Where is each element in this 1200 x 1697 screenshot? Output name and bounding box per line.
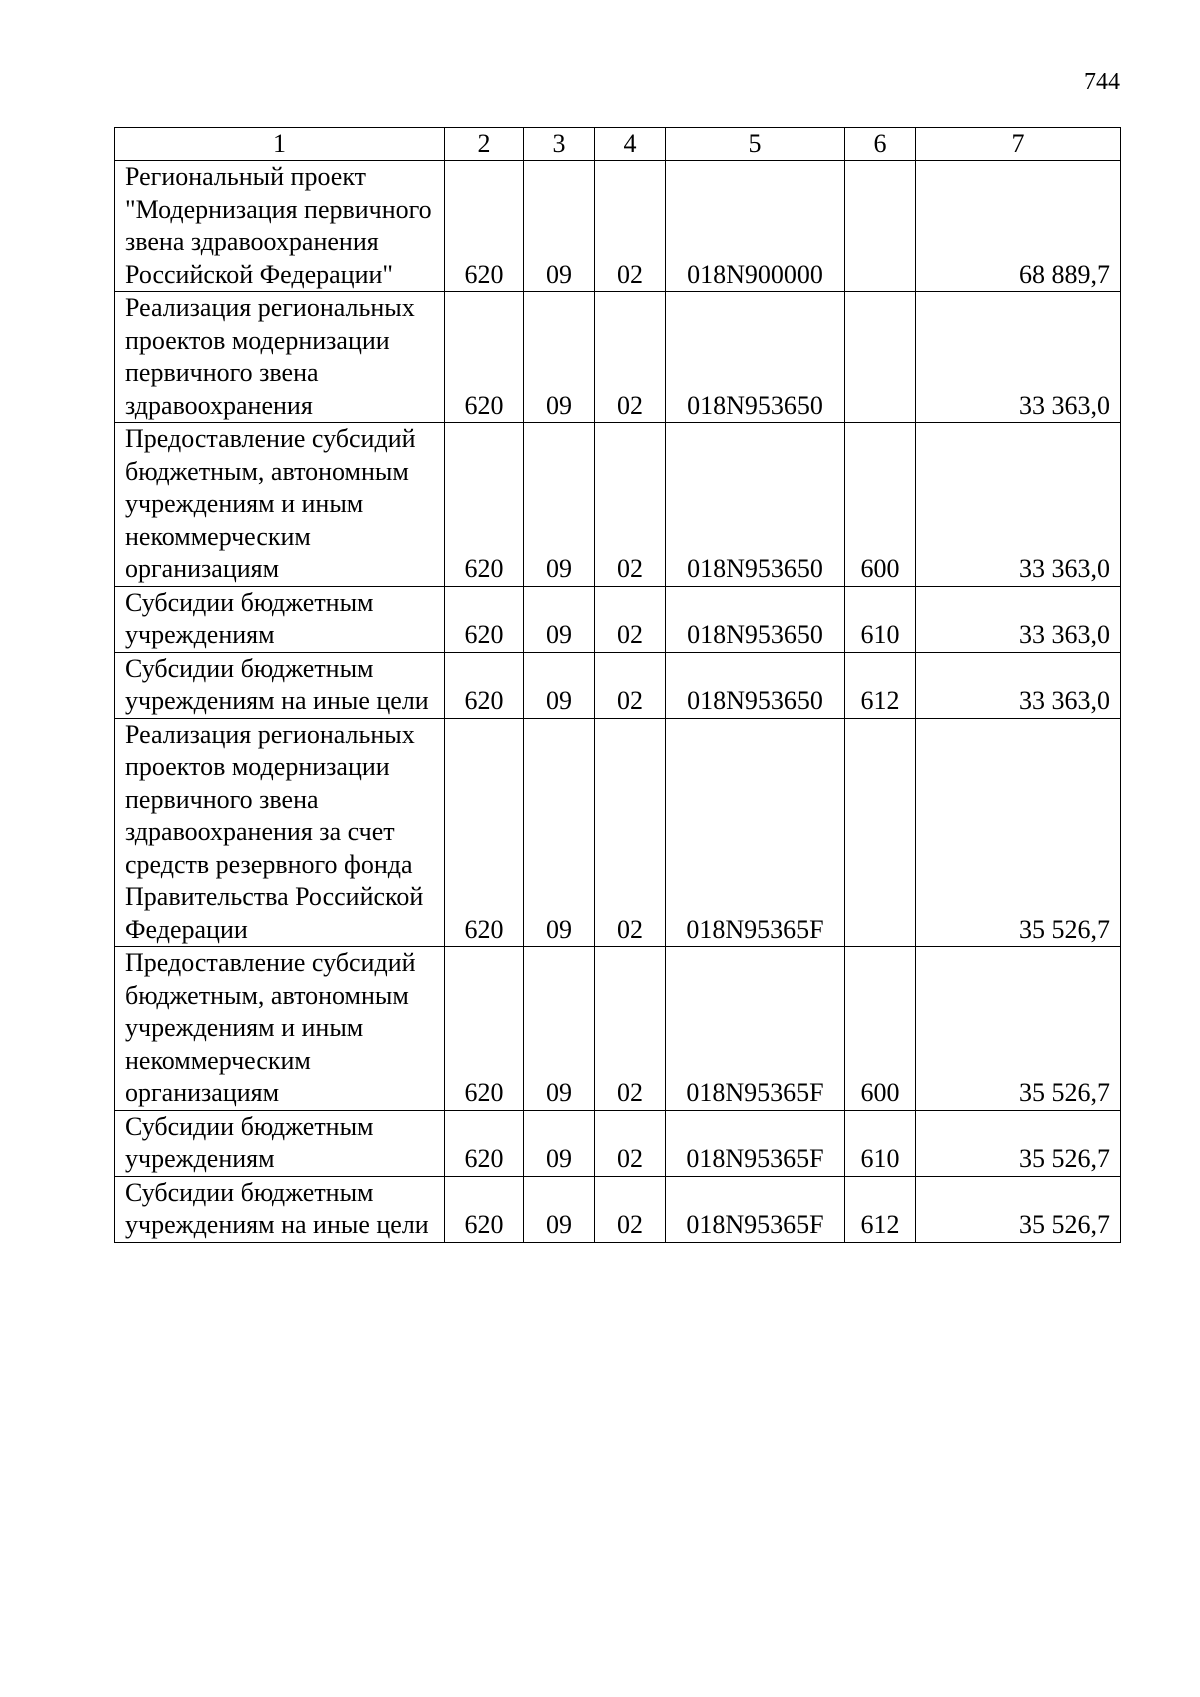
subsection-cell: 02	[595, 947, 666, 1111]
amount-cell: 33 363,0	[916, 292, 1121, 423]
expense-type-cell	[845, 292, 916, 423]
header-cell: 4	[595, 128, 666, 161]
amount-cell: 68 889,7	[916, 161, 1121, 292]
target-article-cell: 018N95365F	[666, 1110, 845, 1176]
target-article-cell: 018N95365F	[666, 718, 845, 947]
page-number: 744	[1084, 69, 1120, 95]
row-name-cell: Реализация региональных проектов модернизации первичного звена здравоохранения	[115, 292, 445, 423]
section-cell: 09	[524, 947, 595, 1111]
amount-cell: 35 526,7	[916, 1110, 1121, 1176]
section-cell: 09	[524, 586, 595, 652]
table-row	[115, 586, 1121, 652]
subsection-cell: 02	[595, 586, 666, 652]
header-cell: 3	[524, 128, 595, 161]
header-cell: 6	[845, 128, 916, 161]
table-row	[115, 292, 1121, 423]
section-cell: 09	[524, 652, 595, 718]
code-cell: 620	[445, 1110, 524, 1176]
expense-type-cell: 600	[845, 947, 916, 1111]
row-name-cell: Субсидии бюджетным учреждениям на иные цели	[115, 1176, 445, 1242]
code-cell: 620	[445, 586, 524, 652]
row-name-cell: Субсидии бюджетным учреждениям	[115, 586, 445, 652]
target-article-cell: 018N900000	[666, 161, 845, 292]
row-name-cell: Субсидии бюджетным учреждениям	[115, 1110, 445, 1176]
table-row	[115, 1176, 1121, 1242]
row-name-cell: Реализация региональных проектов модернизации первичного звена здравоохранения за счет средств резервного фонда Правительства Российской Федерации	[115, 718, 445, 947]
expense-type-cell	[845, 161, 916, 292]
table-header-row	[115, 128, 1121, 161]
expense-type-cell: 612	[845, 652, 916, 718]
header-cell: 2	[445, 128, 524, 161]
expense-type-cell: 610	[845, 1110, 916, 1176]
code-cell: 620	[445, 652, 524, 718]
expense-type-cell	[845, 718, 916, 947]
section-cell: 09	[524, 1110, 595, 1176]
table-row	[115, 423, 1121, 587]
subsection-cell: 02	[595, 1110, 666, 1176]
header-cell: 5	[666, 128, 845, 161]
expense-type-cell: 612	[845, 1176, 916, 1242]
code-cell: 620	[445, 718, 524, 947]
budget-table	[114, 127, 1121, 1243]
code-cell: 620	[445, 161, 524, 292]
table-body	[115, 128, 1121, 1243]
amount-cell: 33 363,0	[916, 586, 1121, 652]
row-name-cell: Предоставление субсидий бюджетным, автономным учреждениям и иным некоммерческим организациям	[115, 423, 445, 587]
code-cell: 620	[445, 423, 524, 587]
target-article-cell: 018N953650	[666, 423, 845, 587]
amount-cell: 33 363,0	[916, 423, 1121, 587]
subsection-cell: 02	[595, 292, 666, 423]
table-row	[115, 161, 1121, 292]
section-cell: 09	[524, 292, 595, 423]
subsection-cell: 02	[595, 161, 666, 292]
amount-cell: 35 526,7	[916, 947, 1121, 1111]
subsection-cell: 02	[595, 1176, 666, 1242]
subsection-cell: 02	[595, 652, 666, 718]
section-cell: 09	[524, 161, 595, 292]
table-row	[115, 652, 1121, 718]
section-cell: 09	[524, 1176, 595, 1242]
target-article-cell: 018N95365F	[666, 947, 845, 1111]
header-cell: 7	[916, 128, 1121, 161]
subsection-cell: 02	[595, 718, 666, 947]
code-cell: 620	[445, 292, 524, 423]
amount-cell: 35 526,7	[916, 718, 1121, 947]
amount-cell: 33 363,0	[916, 652, 1121, 718]
target-article-cell: 018N953650	[666, 586, 845, 652]
section-cell: 09	[524, 718, 595, 947]
table-row	[115, 718, 1121, 947]
section-cell: 09	[524, 423, 595, 587]
row-name-cell: Предоставление субсидий бюджетным, автономным учреждениям и иным некоммерческим организациям	[115, 947, 445, 1111]
subsection-cell: 02	[595, 423, 666, 587]
expense-type-cell: 610	[845, 586, 916, 652]
header-cell: 1	[115, 128, 445, 161]
row-name-cell: Региональный проект "Модернизация первичного звена здравоохранения Российской Федерации"	[115, 161, 445, 292]
table-row	[115, 1110, 1121, 1176]
table-row	[115, 947, 1121, 1111]
code-cell: 620	[445, 1176, 524, 1242]
row-name-cell: Субсидии бюджетным учреждениям на иные цели	[115, 652, 445, 718]
target-article-cell: 018N953650	[666, 292, 845, 423]
expense-type-cell: 600	[845, 423, 916, 587]
code-cell: 620	[445, 947, 524, 1111]
target-article-cell: 018N953650	[666, 652, 845, 718]
target-article-cell: 018N95365F	[666, 1176, 845, 1242]
amount-cell: 35 526,7	[916, 1176, 1121, 1242]
